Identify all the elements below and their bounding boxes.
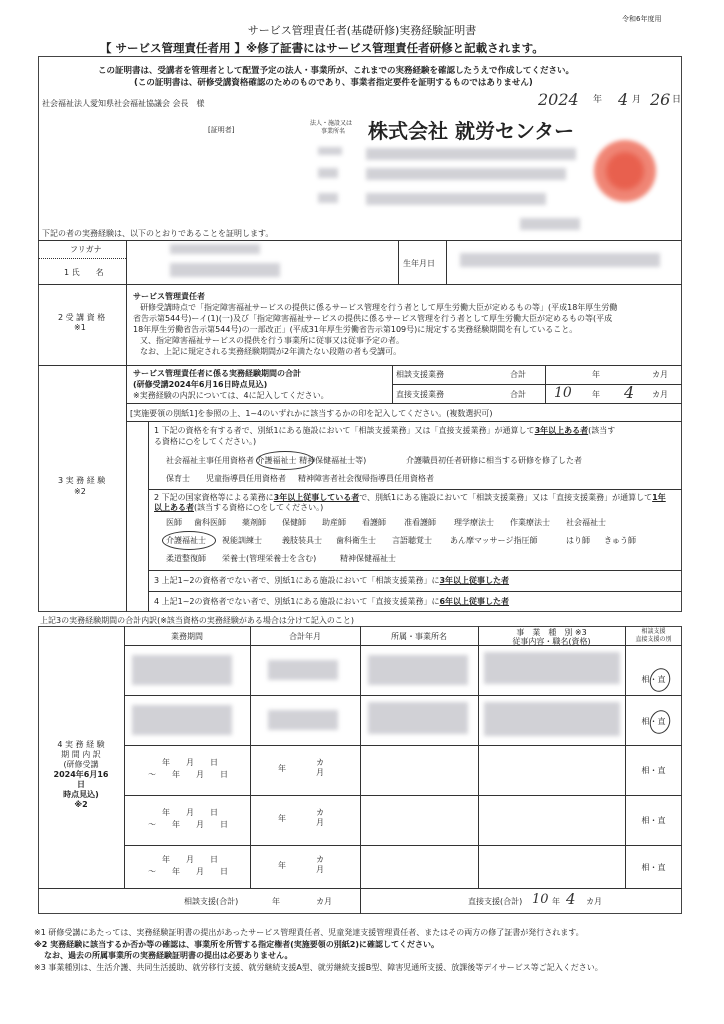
summary-line-1: サービス管理責任者に係る実務経験期間の合計 <box>133 369 301 378</box>
consult-year-unit: 年 <box>592 370 600 379</box>
date-day: 26 <box>650 90 671 109</box>
row5-period-start: 年 月 日 <box>162 855 218 864</box>
row4-total-month-a: カ <box>316 808 324 817</box>
qual-massage-therapist: あん摩マッサージ指圧師 <box>450 536 538 545</box>
certifier-label: [証明者] <box>208 126 235 134</box>
row3-type: 相・直 <box>641 766 666 775</box>
redacted-duty-1 <box>484 652 620 684</box>
row4-total-year: 年 <box>278 814 286 823</box>
redacted-label-2 <box>318 168 338 178</box>
redacted-furigana <box>170 244 260 254</box>
footnote-2: ※2 実務経験に該当するか否か等の確認は、事業所を所管する指定権者(実施要領の別紙2)に確認してください。 <box>34 940 440 949</box>
item1-qualifications-1: 社会福祉主事任用資格者 介護福祉士 精神保健福祉士等) <box>166 456 367 465</box>
qual-occupational-therapist: 作業療法士 <box>510 518 550 527</box>
experience-instruction: [実施要領の別紙1]を参照の上、1~4のいずれかに該当するかの印を記入してください。(複数選択可) <box>130 409 493 418</box>
header-type-1: 相談支援 <box>641 628 666 635</box>
footer-consult-label: 相談支援(合計) <box>184 897 239 906</box>
consult-support-label: 相談支援業務 <box>396 370 444 379</box>
qual-doctor: 医師 <box>166 518 182 527</box>
row3-period-start: 年 月 日 <box>162 758 218 767</box>
document-subtitle: 【 サービス管理責任者用 】※修了証書にはサービス管理責任者研修と記載されます。 <box>100 41 544 55</box>
row5-period-end: 〜 年 月 日 <box>148 867 228 876</box>
row4-period-end: 〜 年 月 日 <box>148 820 228 829</box>
footer-direct-label: 直接支援(合計) <box>468 897 523 906</box>
footer-direct-year-unit: 年 <box>552 897 560 906</box>
breakdown-label-2: 期 間 内 訳 <box>61 750 101 759</box>
item3-text: 3 上記1~2の資格者でない者で、別紙1にある施設において「相談支援業務」に3年以上従事した者 <box>154 576 510 585</box>
consult-month-unit: カ月 <box>652 370 668 379</box>
redacted-total-2 <box>268 710 338 730</box>
redacted-birth-date <box>460 253 660 267</box>
header-duties: 従事内容・職名(資格) <box>512 637 591 646</box>
company-name: 株式会社 就労センター <box>368 119 575 143</box>
summary-line-2: (研修受講2024年6月16日時点見込) <box>133 380 268 389</box>
direct-total-label: 合計 <box>510 390 526 399</box>
breakdown-label-3: (研修受講 <box>63 760 99 769</box>
document-title: サービス管理責任者(基礎研修)実務経験証明書 <box>247 24 477 37</box>
redacted-phone <box>520 218 580 230</box>
header-type-2: 直接支援の別 <box>635 636 672 643</box>
item1-text-a: 1 下記の資格を有する者で、別紙1にある施設において「相談支援業務」又は「直接支援業務」が通算して3年以上ある者(該当す <box>154 426 616 435</box>
qualification-line-5: なお、上記に規定される実務経験期間が2年満たない段階の者も受講可。 <box>140 347 402 356</box>
qual-care-worker: 介護福祉士 <box>166 536 206 545</box>
experience-note: ※2 <box>74 487 86 496</box>
intro-text: 下記の者の実務経験は、以下のとおりであることを証明します。 <box>42 229 274 238</box>
item2-text-a: 2 下記の国家資格等による業務に3年以上従事している者で、別紙1にある施設において「相談支援業務」又は「直接支援業務」が通算して1年 <box>154 493 666 502</box>
qual-nurse: 看護師 <box>362 518 386 527</box>
row5-total-month-a: カ <box>316 855 324 864</box>
row5-total-year: 年 <box>278 861 286 870</box>
direct-years-value: 10 <box>554 385 572 401</box>
redacted-duty-2 <box>484 702 620 736</box>
qualification-heading: サービス管理責任者 <box>133 292 205 301</box>
header-total: 合計年月 <box>289 632 321 641</box>
qual-moxibustion: きゅう師 <box>604 536 636 545</box>
item1-text-b: る資格に○をしてください。) <box>154 437 257 446</box>
row2-type: 相・直 <box>641 717 666 726</box>
date-year-unit: 年 <box>593 95 603 105</box>
item1-qual-mental-instructor: 精神障害者社会復帰指導員任用資格者 <box>298 474 434 483</box>
qual-dentist: 歯科医師 <box>194 518 226 527</box>
date-year: 2024 <box>538 90 579 109</box>
row5-type: 相・直 <box>641 863 666 872</box>
breakdown-label-5: 日 <box>77 780 85 789</box>
qual-midwife: 助産師 <box>322 518 346 527</box>
qualification-label: 2 受 講 資 格 <box>58 313 106 322</box>
row3-total-month-a: カ <box>316 758 324 767</box>
item1-qual-nursery: 保育士 <box>166 474 190 483</box>
redacted-period-2 <box>132 705 232 735</box>
redacted-name <box>170 263 280 277</box>
fiscal-year-label: 令和6年度用 <box>622 15 662 23</box>
redacted-period-1 <box>132 655 232 685</box>
name-label: 1 氏 名 <box>64 268 104 277</box>
qual-psychiatric-social-worker: 精神保健福祉士 <box>340 554 396 563</box>
item1-qual-child-instructor: 児童指導員任用資格者 <box>206 474 286 483</box>
furigana-label: フリガナ <box>70 245 102 254</box>
header-note-2: (この証明書は、研修受講資格確認のためのものであり、事業者指定要件を証明するものではありません) <box>134 78 533 88</box>
redacted-address-1 <box>366 148 576 160</box>
row4-period-start: 年 月 日 <box>162 808 218 817</box>
row3-period-end: 〜 年 月 日 <box>148 770 228 779</box>
breakdown-label-1: 4 実 務 経 験 <box>57 740 105 749</box>
company-seal-inner <box>606 152 644 190</box>
experience-label: 3 実 務 経 験 <box>58 476 106 485</box>
redacted-office-2 <box>368 702 468 734</box>
qualification-line-2: 省告示第544号)ーイ(1)(一)及び「指定障害福祉サービスの提供に係るサービス管理を行う者として厚生労働大臣が定めるもの等(平成 <box>133 314 613 323</box>
qual-public-health-nurse: 保健師 <box>282 518 306 527</box>
qual-prosthetist: 義肢装具士 <box>282 536 322 545</box>
row4-type: 相・直 <box>641 816 666 825</box>
qual-orthoptist: 視能訓練士 <box>222 536 262 545</box>
header-office: 所属・事業所名 <box>391 632 447 641</box>
header-note-1: この証明書は、受講者を管理者として配置予定の法人・事業所が、これまでの実務経験を確認したうえで作成してください。 <box>98 66 575 76</box>
qual-dental-hygienist: 歯科衛生士 <box>336 536 376 545</box>
item4-text: 4 上記1~2の資格者でない者で、別紙1にある施設において「直接支援業務」に6年以上従事した者 <box>154 597 510 606</box>
qual-assistant-nurse: 准看護師 <box>404 518 436 527</box>
breakdown-label-7: ※2 <box>74 800 88 809</box>
qual-dietitian: 栄養士(管理栄養士を含む) <box>222 554 317 563</box>
org-label-2: 事業所名 <box>321 128 346 135</box>
row3-total-year: 年 <box>278 764 286 773</box>
header-period: 業務期間 <box>171 632 203 641</box>
footer-direct-month-unit: カ月 <box>586 897 602 906</box>
footnote-3: ※3 事業種別は、生活介護、共同生活援助、就労移行支援、就労継続支援A型、就労継続支援B型、障害児通所支援、放課後等デイサービス等ご記入ください。 <box>34 963 603 972</box>
redacted-label-3 <box>318 193 338 203</box>
breakdown-label-6: 時点見込) <box>63 790 99 799</box>
qualification-line-1: 研修受講時点で「指定障害福祉サービスの提供に係るサービス管理を行う者として厚生労働大臣が定めるもの等」(平成18年厚生労働 <box>140 303 618 312</box>
date-month: 4 <box>618 90 629 109</box>
qual-speech-therapist: 言語聴覚士 <box>392 536 432 545</box>
qual-pharmacist: 薬剤師 <box>242 518 266 527</box>
circle-mark-care-worker-2 <box>162 531 216 550</box>
item1-qualifications-1b: 介護職員初任者研修に相当する研修を修了した者 <box>406 456 582 465</box>
summary-line-3: ※実務経験の内訳については、4に記入してください。 <box>133 391 329 400</box>
footer-consult-year-unit: 年 <box>272 897 280 906</box>
footer-consult-month-unit: カ月 <box>316 897 332 906</box>
row4-total-month-b: 月 <box>316 818 324 827</box>
redacted-label <box>318 147 342 155</box>
redacted-office-1 <box>368 655 468 685</box>
direct-support-label: 直接支援業務 <box>396 390 444 399</box>
direct-month-unit: カ月 <box>652 390 668 399</box>
footnote-2b: なお、過去の所属事業所の実務経験証明書の提出は必要ありません。 <box>44 951 293 960</box>
row5-total-month-b: 月 <box>316 865 324 874</box>
circle-mark-care-worker <box>256 451 314 470</box>
qual-judo-therapist: 柔道整復師 <box>166 554 206 563</box>
redacted-representative <box>366 193 546 205</box>
direct-months-value: 4 <box>624 383 635 402</box>
direct-year-unit: 年 <box>592 390 600 399</box>
row3-total-month-b: 月 <box>316 768 324 777</box>
qualification-line-3: 18年厚生労働省告示第544号)の一部改正」(平成31年厚生労働省告示第109号)に規定する実務経験期間を有していること。 <box>133 325 578 334</box>
breakdown-label-4: 2024年6月16 <box>53 770 109 779</box>
item2-text-b: 以上ある者(該当する資格に○をしてください。) <box>154 503 324 512</box>
qual-social-worker: 社会福祉士 <box>566 518 606 527</box>
footer-direct-years: 10 <box>532 892 549 907</box>
redacted-total-1 <box>268 660 338 680</box>
date-month-unit: 月 <box>632 95 642 105</box>
birth-date-label: 生年月日 <box>403 259 435 268</box>
redacted-address-2 <box>366 168 566 180</box>
qualification-note: ※1 <box>74 323 86 332</box>
date-day-unit: 日 <box>672 95 682 105</box>
qual-acupuncturist: はり師 <box>566 536 590 545</box>
breakdown-note: 上記3の実務経験期間の合計内訳(※該当資格の実務経験がある場合は分けて記入のこと) <box>40 616 355 625</box>
footnote-1: ※1 研修受講にあたっては、実務経験証明書の提出があったサービス管理責任者、児童発達支援管理責任者、またはその両方の修了証書が発行されます。 <box>34 928 584 937</box>
consult-total-label: 合計 <box>510 370 526 379</box>
addressee: 社会福祉法人愛知県社会福祉協議会 会長 様 <box>42 99 205 108</box>
header-business-type: 事 業 種 別 ※3 <box>516 628 587 637</box>
qual-physical-therapist: 理学療法士 <box>454 518 494 527</box>
org-label-1: 法人・施設又は <box>310 120 353 127</box>
footer-direct-months: 4 <box>566 890 576 908</box>
qualification-line-4: 又、指定障害福祉サービスの提供を行う事業所に従事又は従事予定の者。 <box>140 336 404 345</box>
row1-type: 相・直 <box>641 675 666 684</box>
